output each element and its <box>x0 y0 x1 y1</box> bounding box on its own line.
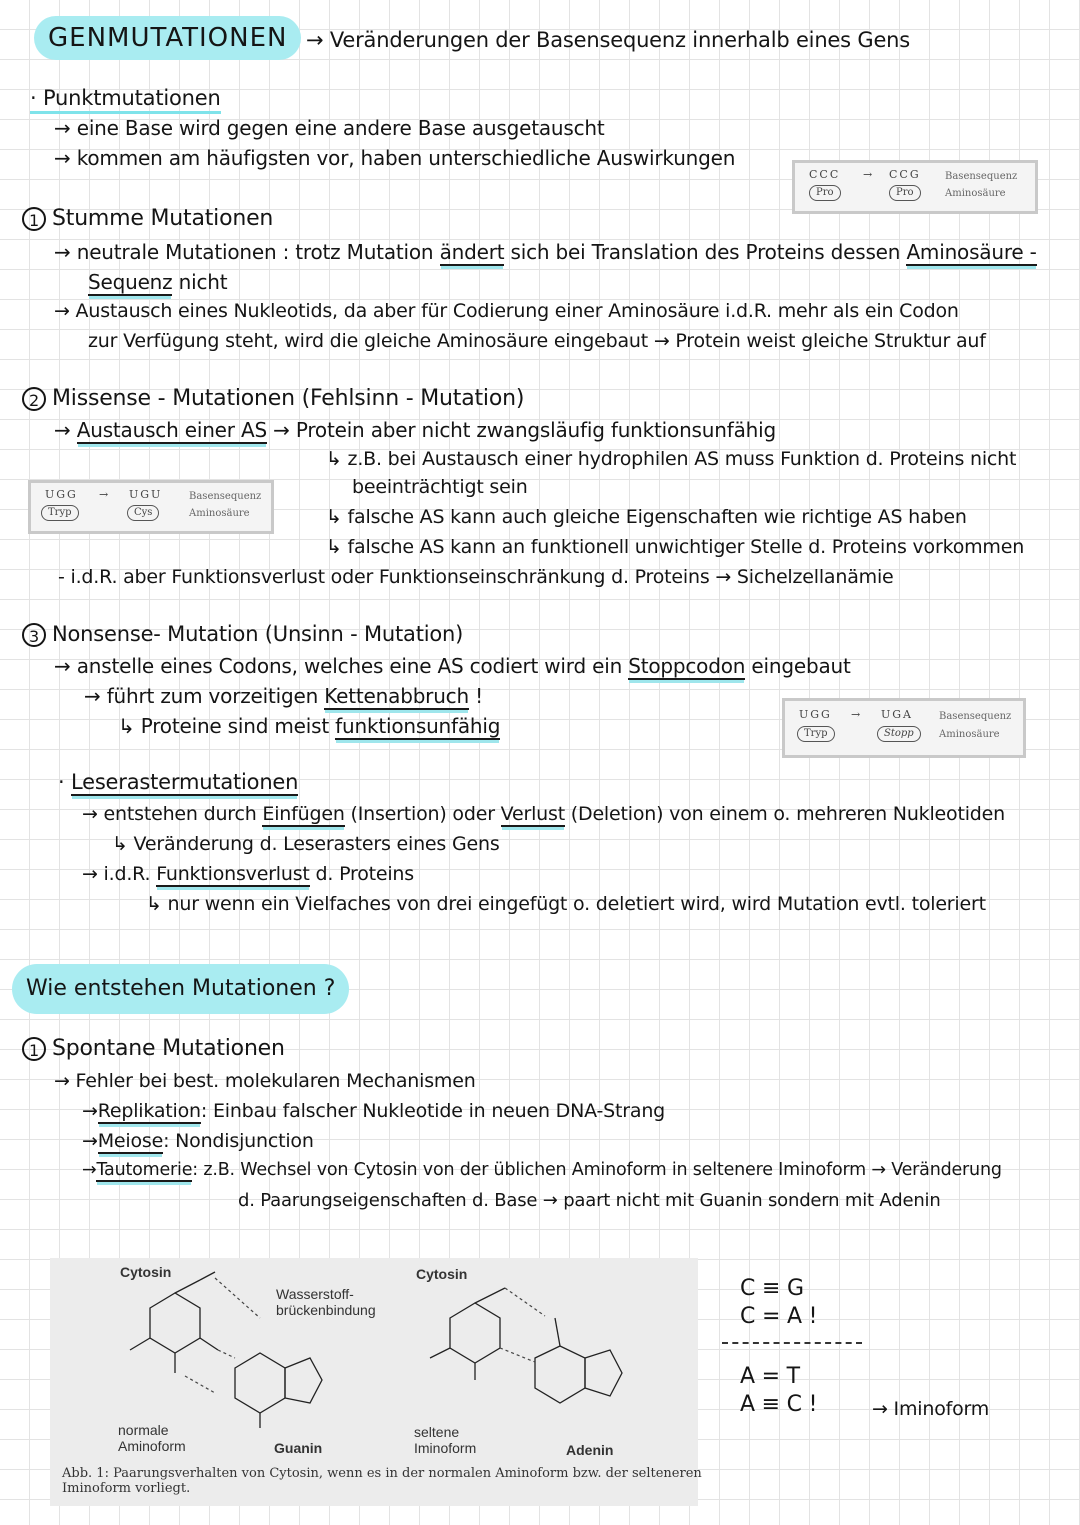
codon-box-silent <box>792 160 1038 214</box>
codon-to: UGU <box>129 488 163 501</box>
iminoform-note: → Iminoform <box>872 1398 990 1420</box>
label-guanin: Guanin <box>274 1440 323 1456</box>
silent-text: → neutrale Mutationen : trotz Mutation <box>54 240 434 264</box>
number-badge: 1 <box>22 1037 46 1061</box>
point-line-2: → kommen am häufigsten vor, haben unterschiedliche Auswirkungen <box>54 146 736 170</box>
silent-text-underlined: Aminosäure - <box>906 240 1037 264</box>
nonsense-text: → anstelle eines Codons, welches eine AS codiert wird ein <box>54 654 623 678</box>
nonsense-text: eingebaut <box>751 654 851 678</box>
frameshift-line-1 <box>82 803 1005 825</box>
codon-from: UGG <box>799 708 832 721</box>
nonsense-heading <box>22 622 463 647</box>
aa-from: Tryp <box>797 726 835 742</box>
nonsense-line-1 <box>54 654 851 678</box>
figure-caption-1: Abb. 1: Paarungsverhalten von Cytosin, wenn es in der normalen Aminoform bzw. der selteneren <box>62 1466 702 1481</box>
silent-line-4: zur Verfügung steht, wird die gleiche Aminosäure eingebaut → Protein weist gleiche Struktur auf <box>88 330 986 352</box>
label-sequence: Basensequenz <box>189 491 262 502</box>
spontaneous-text: : Einbau falscher Nukleotide in neuen DNA-Strang <box>200 1100 666 1122</box>
hydrogen-bonds-imino <box>500 1288 545 1362</box>
frameshift-text: d. Proteins <box>315 863 414 885</box>
title-definition: → Veränderungen der Basensequenz innerhalb eines Gens <box>306 28 911 52</box>
codon-from: UGG <box>45 488 78 501</box>
silent-text-underlined: Sequenz <box>88 270 173 294</box>
spontaneous-heading <box>22 1036 285 1061</box>
label-hbond-2: brückenbindung <box>276 1302 376 1318</box>
frameshift-text-underlined: Funktionsverlust <box>156 863 310 885</box>
missense-line-6: - i.d.R. aber Funktionsverlust oder Funktionseinschränkung d. Proteins → Sichelzellanämie <box>58 566 894 588</box>
frameshift-text: (Insertion) oder <box>350 803 495 825</box>
spontaneous-line-4 <box>82 1160 1002 1180</box>
nonsense-line-2 <box>84 684 483 708</box>
number-badge: 2 <box>22 387 46 411</box>
label-sequence: Basensequenz <box>945 171 1018 182</box>
pair-ca: C = A ! <box>740 1304 818 1329</box>
cytosin-imino-structure <box>430 1288 622 1403</box>
arrow-icon: → <box>99 488 111 501</box>
spontaneous-text: : Nondisjunction <box>163 1130 314 1152</box>
point-heading <box>30 86 221 110</box>
label-aminoacid: Aminosäure <box>945 188 1006 199</box>
missense-heading-text: Missense - Mutationen (Fehlsinn - Mutation) <box>52 386 525 411</box>
aa-from: Tryp <box>41 505 79 521</box>
spontaneous-line-5: d. Paarungseigenschaften d. Base → paart nicht mit Guanin sondern mit Adenin <box>238 1190 941 1211</box>
codon-to: UGA <box>881 708 914 721</box>
nonsense-text: → führt zum vorzeitigen <box>84 684 319 708</box>
silent-text: sich bei Translation des Proteins dessen <box>510 240 901 264</box>
spontaneous-line-2 <box>82 1100 665 1122</box>
label-adenin: Adenin <box>566 1442 614 1458</box>
nonsense-line-3 <box>118 714 500 738</box>
silent-line-2 <box>88 270 227 294</box>
aa-to: Pro <box>889 185 921 201</box>
label-hbond-1: Wasserstoff- <box>276 1286 354 1302</box>
aa-to: Stopp <box>877 726 921 742</box>
nonsense-text-underlined: Stoppcodon <box>628 654 746 678</box>
divider <box>722 1342 862 1344</box>
frameshift-line-3 <box>82 863 414 885</box>
arrow-icon: → <box>82 1130 98 1152</box>
spontaneous-text-underlined: Meiose <box>97 1130 164 1152</box>
silent-text: nicht <box>178 270 228 294</box>
hydrogen-bonds <box>185 1278 260 1393</box>
frameshift-line-2: ↳ Veränderung d. Leserasters eines Gens <box>112 833 500 855</box>
missense-line-2: ↳ z.B. bei Austausch einer hydrophilen AS muss Funktion d. Proteins nicht <box>326 448 1017 470</box>
number-badge: 3 <box>22 623 46 647</box>
silent-heading-text: Stumme Mutationen <box>52 206 274 231</box>
codon-to: CCG <box>889 168 921 181</box>
spontaneous-text-underlined: Tautomerie <box>96 1160 193 1180</box>
nonsense-heading-text: Nonsense- Mutation (Unsinn - Mutation) <box>52 622 464 646</box>
missense-text: → Protein aber nicht zwangsläufig funktionsunfähig <box>273 418 776 442</box>
spontaneous-text-underlined: Replikation <box>97 1100 201 1122</box>
section-heading-origin: Wie entstehen Mutationen ? <box>12 964 349 1014</box>
missense-text-underlined: Austausch einer AS <box>76 418 267 442</box>
point-heading-text: · Punktmutationen <box>30 86 221 114</box>
frameshift-line-4: ↳ nur wenn ein Vielfaches von drei eingefügt o. deletiert wird, wird Mutation evtl. toleriert <box>146 893 986 915</box>
missense-line-3: beeinträchtigt sein <box>352 476 528 498</box>
arrow-icon: → <box>82 1100 98 1122</box>
tautomerie-figure <box>50 1258 702 1506</box>
label-normal-1: normale <box>118 1422 169 1438</box>
pair-ac: A ≡ C ! <box>740 1392 818 1417</box>
label-aminoacid: Aminosäure <box>189 508 250 519</box>
frameshift-heading: · Leserastermutationen <box>58 770 299 794</box>
label-rare-2: Iminoform <box>414 1440 477 1456</box>
label-sequence: Basensequenz <box>939 711 1012 722</box>
codon-box-nonsense <box>782 698 1026 758</box>
point-line-1: → eine Base wird gegen eine andere Base ausgetauscht <box>54 116 605 140</box>
arrow-icon: → <box>863 168 875 181</box>
missense-line-5: ↳ falsche AS kann an funktionell unwichtiger Stelle d. Proteins vorkommen <box>326 536 1025 558</box>
frameshift-text: → i.d.R. <box>82 863 151 885</box>
nonsense-text-underlined: funktionsunfähig <box>335 714 501 738</box>
nonsense-text: ! <box>475 684 483 708</box>
frameshift-text: (Deletion) von einem o. mehreren Nukleotiden <box>570 803 1005 825</box>
arrow-icon: → <box>54 418 71 442</box>
label-normal-2: Aminoform <box>118 1438 186 1454</box>
codon-from: CCC <box>809 168 841 181</box>
missense-line-4: ↳ falsche AS kann auch gleiche Eigenschaften wie richtige AS haben <box>326 506 967 528</box>
silent-heading <box>22 206 273 231</box>
label-aminoacid: Aminosäure <box>939 729 1000 740</box>
spontaneous-text: : z.B. Wechsel von Cytosin von der üblichen Aminoform in seltenere Iminoform → Veränderung <box>192 1160 1002 1180</box>
codon-box-missense <box>28 480 274 534</box>
frameshift-heading-text: Leserastermutationen <box>70 770 299 794</box>
page-title: GENMUTATIONEN <box>34 16 301 60</box>
frameshift-text-underlined: Verlust <box>500 803 565 825</box>
aa-from: Pro <box>809 185 841 201</box>
silent-line-3: → Austausch eines Nukleotids, da aber für Codierung einer Aminosäure i.d.R. mehr als ein Codon <box>54 300 959 322</box>
nonsense-text: ↳ Proteine sind meist <box>118 714 329 738</box>
spontaneous-line-3 <box>82 1130 314 1152</box>
figure-caption-2: Iminoform vorliegt. <box>62 1481 191 1496</box>
silent-text-underlined: ändert <box>439 240 505 264</box>
label-cytosin-amino: Cytosin <box>120 1264 172 1280</box>
pair-at: A = T <box>740 1364 800 1389</box>
frameshift-text: → entstehen durch <box>82 803 257 825</box>
spontaneous-heading-text: Spontane Mutationen <box>52 1036 285 1061</box>
spontaneous-line-1: → Fehler bei best. molekularen Mechanismen <box>54 1070 476 1092</box>
arrow-icon: → <box>82 1160 97 1180</box>
pair-cg: C ≡ G <box>740 1276 804 1301</box>
missense-heading <box>22 386 524 411</box>
number-badge: 1 <box>22 207 46 231</box>
silent-line-1 <box>54 240 1037 264</box>
aa-to: Cys <box>127 505 159 521</box>
nonsense-text-underlined: Kettenabbruch <box>324 684 469 708</box>
missense-line-1 <box>54 418 776 442</box>
frameshift-text-underlined: Einfügen <box>262 803 345 825</box>
arrow-icon: → <box>851 708 863 721</box>
label-rare-1: seltene <box>414 1424 460 1440</box>
label-cytosin-imino: Cytosin <box>416 1266 468 1282</box>
